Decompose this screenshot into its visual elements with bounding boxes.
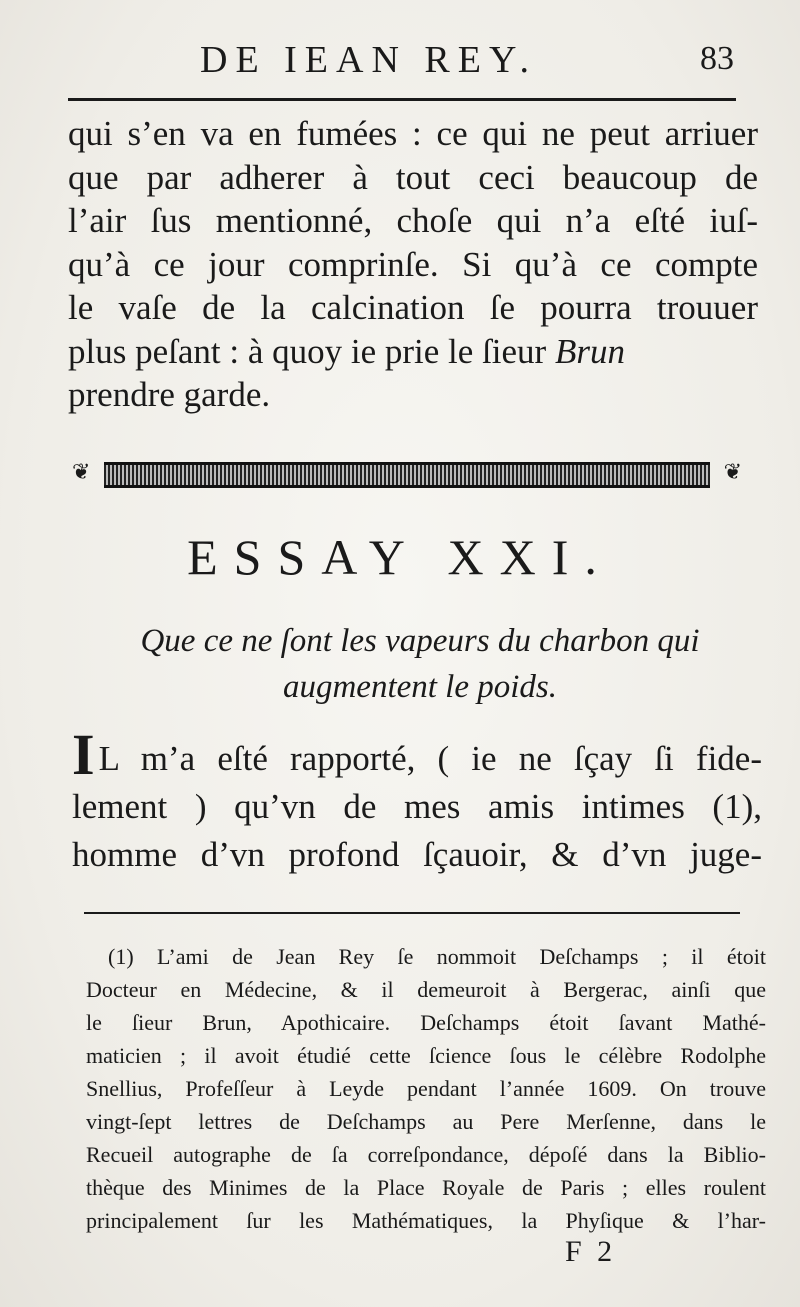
footnote-line: Recueil autographe de ſa correſpondance, dépoſé dans la Biblio- — [86, 1142, 766, 1167]
text-line: homme d’vn profond ſçauoir, & d’vn juge- — [72, 835, 762, 874]
text-fragment: L m’a eſté rapporté, ( ie ne ſçay ſi fide- — [98, 739, 762, 778]
footnote-rule — [84, 912, 740, 914]
text-line: le vaſe de la calcination ſe pourra trouuer — [68, 288, 758, 327]
running-head — [70, 38, 740, 88]
ornament-band — [104, 462, 710, 488]
fleuron-left-icon: ❦ — [72, 460, 91, 485]
continued-paragraph — [68, 112, 758, 417]
footnote-line: le ſieur Brun, Apothicaire. Deſchamps étoit ſavant Mathé- — [86, 1010, 766, 1035]
text-fragment: plus peſant : à quoy ie prie le ſieur — [68, 331, 555, 371]
text-line: prendre garde. — [68, 375, 271, 414]
footnote — [86, 940, 766, 1237]
italic-name: Brun — [554, 331, 625, 371]
essay-paragraph — [72, 735, 762, 879]
header-rule — [68, 98, 736, 101]
essay-subtitle — [80, 618, 760, 710]
signature-mark: F 2 — [565, 1235, 617, 1268]
essay-title: ESSAY XXI. — [187, 529, 613, 585]
text-line: qu’à ce jour comprinſe. Si qu’à ce compte — [68, 244, 758, 284]
running-head-title: DE IEAN REY. — [200, 39, 538, 81]
subtitle-line: Que ce ne ſont les vapeurs du charbon qui — [140, 623, 700, 659]
text-line: qui s’en va en fumées : ce qui ne peut arriuer — [68, 114, 758, 153]
text-line: lement ) qu’vn de mes amis intimes (1), — [72, 787, 762, 826]
text-line-with-italic — [68, 330, 758, 374]
footnote-line: vingt-ſept lettres de Deſchamps au Pere Merſenne, dans le — [86, 1109, 766, 1134]
fleuron-right-icon: ❦ — [723, 460, 742, 485]
footnote-line: (1) L’ami de Jean Rey ſe nommoit Deſchamps ; il étoit — [108, 944, 766, 969]
subtitle-line: augmentent le poids. — [282, 669, 558, 705]
footnote-line: thèque des Minimes de la Place Royale de Paris ; elles roulent — [86, 1175, 766, 1200]
drop-cap: I — [72, 735, 95, 783]
text-line: l’air ſus mentionné, choſe qui n’a eſté iuſ- — [68, 201, 758, 240]
footnote-line: principalement ſur les Mathématiques, la Phyſique & l’har- — [86, 1208, 766, 1233]
footnote-line: Docteur en Médecine, & il demeuroit à Bergerac, ainſi que — [86, 977, 766, 1002]
ornamental-divider — [72, 458, 742, 488]
footnote-line: Snellius, Profeſſeur à Leyde pendant l’année 1609. On trouve — [86, 1076, 766, 1101]
text-line — [72, 735, 762, 783]
page-number: 83 — [700, 40, 734, 77]
text-line: que par adherer à tout ceci beaucoup de — [68, 157, 758, 197]
footnote-line: maticien ; il avoit étudié cette ſcience ſous le célèbre Rodolphe — [86, 1043, 766, 1068]
